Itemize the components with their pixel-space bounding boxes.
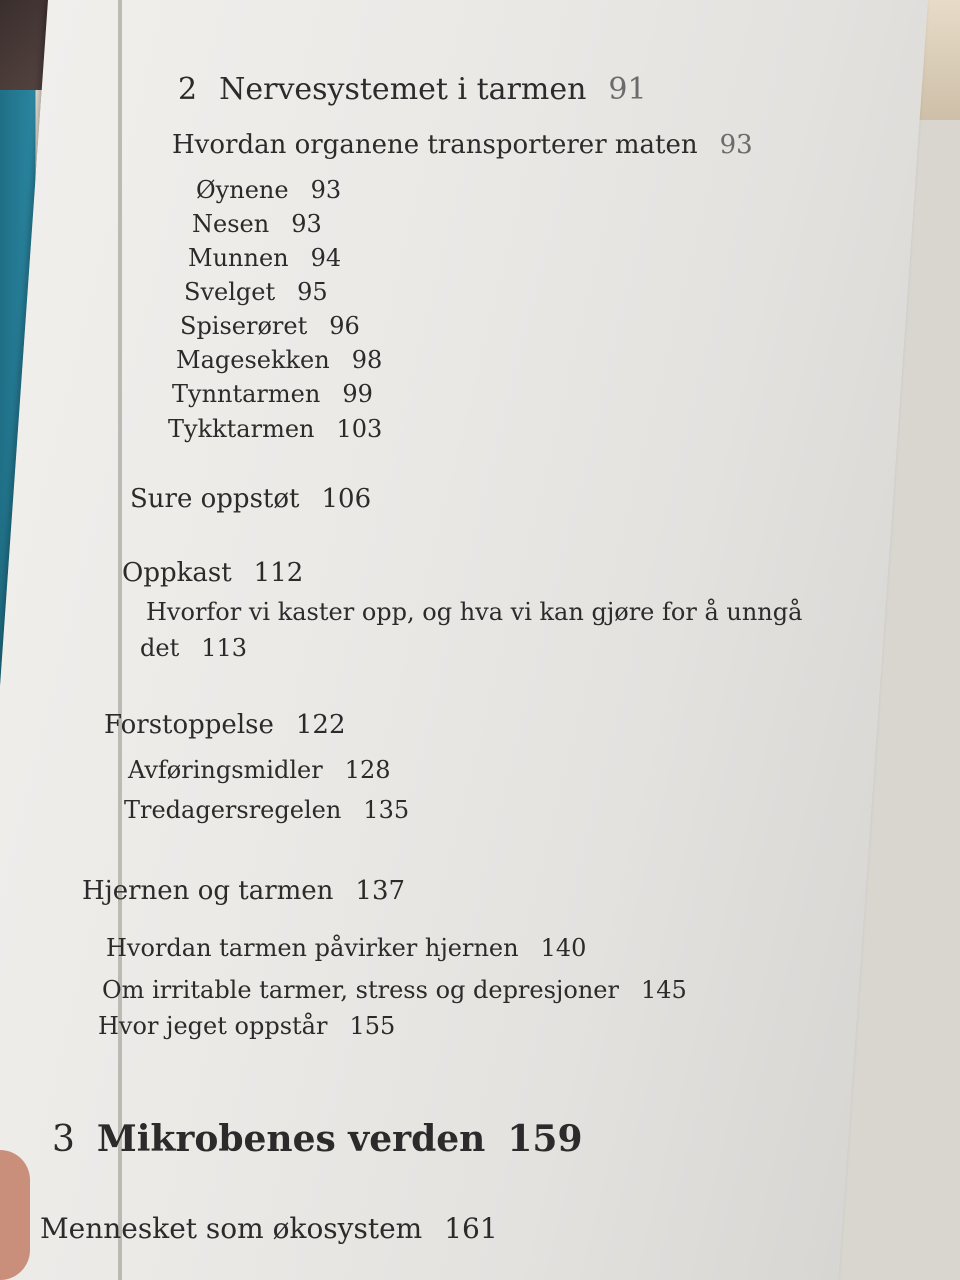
section-forstoppelse bbox=[104, 710, 346, 740]
item-label: Hvor jeget oppstår bbox=[98, 1012, 328, 1040]
item-label: Hvordan tarmen påvirker hjernen bbox=[106, 934, 519, 962]
toc-item bbox=[180, 312, 360, 340]
chapter-2-entry bbox=[178, 72, 647, 107]
toc-item bbox=[124, 796, 409, 824]
page-number: 93 bbox=[719, 130, 753, 160]
section-title: Forstoppelse bbox=[104, 710, 274, 740]
item-label: Magesekken bbox=[176, 346, 330, 374]
item-label: Nesen bbox=[192, 210, 270, 238]
item-label: Tynntarmen bbox=[172, 380, 321, 408]
item-label: Avføringsmidler bbox=[128, 756, 323, 784]
page-number: 159 bbox=[507, 1118, 583, 1160]
page-number: 91 bbox=[608, 72, 647, 107]
toc-item-line1 bbox=[146, 598, 802, 626]
item-label: Svelget bbox=[184, 278, 276, 306]
toc-item bbox=[184, 278, 328, 306]
page-number: 122 bbox=[295, 710, 346, 740]
section-title: Mennesket som økosystem bbox=[40, 1212, 423, 1245]
page-number: 94 bbox=[310, 244, 342, 272]
section-title: Hvordan organene transporterer maten bbox=[172, 130, 698, 160]
page-number: 98 bbox=[351, 346, 383, 374]
section-mennesket bbox=[40, 1212, 498, 1245]
page-number: 93 bbox=[310, 176, 342, 204]
section-title: Sure oppstøt bbox=[130, 484, 300, 514]
item-label: Tredagersregelen bbox=[124, 796, 342, 824]
page-number: 155 bbox=[349, 1012, 396, 1040]
toc-item bbox=[98, 1012, 395, 1040]
section-hjernen bbox=[82, 876, 405, 906]
section-sure-oppstot bbox=[130, 484, 371, 514]
section-transport bbox=[172, 130, 753, 160]
chapter-3-entry bbox=[52, 1118, 583, 1160]
page-number: 113 bbox=[201, 634, 248, 662]
page-number: 140 bbox=[540, 934, 587, 962]
item-label: Tykktarmen bbox=[168, 415, 315, 443]
item-label: Øynene bbox=[196, 176, 289, 204]
toc-item bbox=[188, 244, 341, 272]
page-number: 128 bbox=[344, 756, 391, 784]
chapter-number: 3 bbox=[52, 1119, 75, 1160]
section-oppkast bbox=[122, 558, 303, 588]
item-label: det bbox=[140, 634, 180, 662]
page-number: 137 bbox=[355, 876, 406, 906]
page-number: 145 bbox=[640, 976, 687, 1004]
toc-item bbox=[196, 176, 341, 204]
section-title: Oppkast bbox=[122, 558, 232, 588]
page-number: 161 bbox=[444, 1212, 498, 1245]
chapter-title: Nervesystemet i tarmen bbox=[219, 72, 587, 107]
page-number: 112 bbox=[253, 558, 304, 588]
page-number: 96 bbox=[329, 312, 360, 340]
page-number: 135 bbox=[363, 796, 410, 824]
page-number: 95 bbox=[297, 278, 328, 306]
page-number: 106 bbox=[321, 484, 372, 514]
toc-item bbox=[168, 415, 382, 443]
page-number: 93 bbox=[291, 210, 322, 238]
item-label: Om irritable tarmer, stress og depresjoner bbox=[102, 976, 619, 1004]
toc-item-line2 bbox=[140, 634, 247, 662]
item-label: Hvorfor vi kaster opp, og hva vi kan gjøre for å unngå bbox=[146, 598, 803, 626]
toc-item bbox=[106, 934, 586, 962]
section-title: Hjernen og tarmen bbox=[82, 876, 334, 906]
toc-item bbox=[192, 210, 322, 238]
item-label: Munnen bbox=[188, 244, 289, 272]
page-number: 103 bbox=[336, 415, 383, 443]
item-label: Spiserøret bbox=[180, 312, 308, 340]
toc-item bbox=[176, 346, 382, 374]
page-number: 99 bbox=[342, 380, 373, 408]
chapter-title: Mikrobenes verden bbox=[96, 1118, 486, 1160]
toc-item bbox=[172, 380, 373, 408]
toc-item bbox=[102, 976, 687, 1004]
toc-item bbox=[128, 756, 391, 784]
chapter-number: 2 bbox=[178, 72, 198, 107]
